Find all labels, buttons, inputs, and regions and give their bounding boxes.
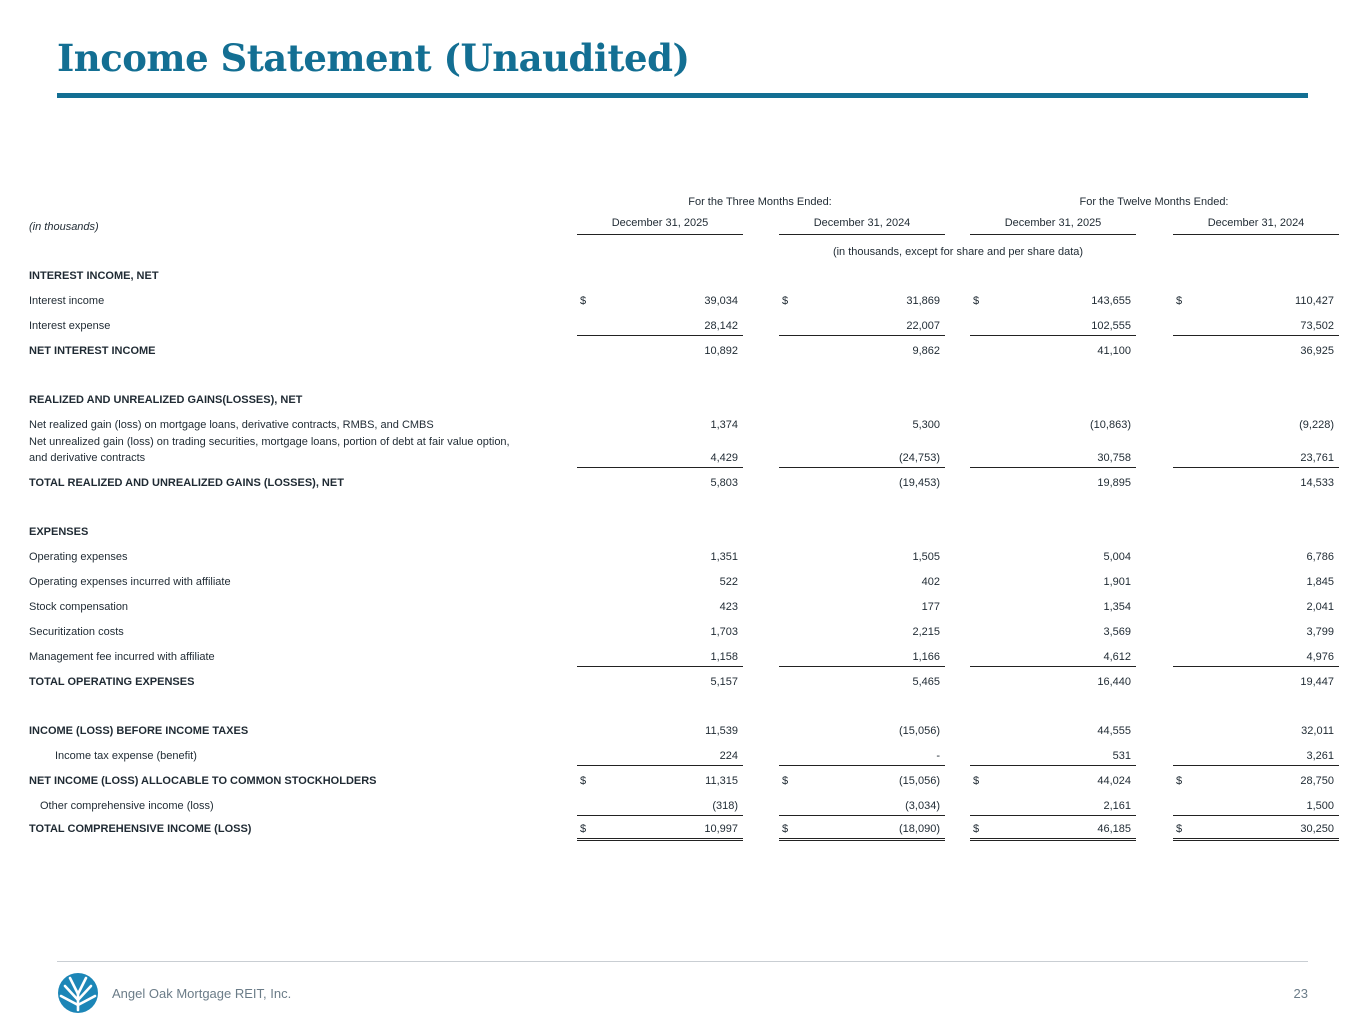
section-header — [0, 526, 1365, 542]
cell-value: 1,166 — [912, 651, 940, 663]
value-cell — [779, 419, 945, 434]
row-label: TOTAL REALIZED AND UNREALIZED GAINS (LOSSES), NET — [29, 477, 344, 489]
cell-value: 39,034 — [704, 295, 738, 307]
cell-value: 5,004 — [1103, 551, 1131, 563]
table-row — [0, 576, 1365, 592]
cell-value: (10,863) — [1090, 419, 1131, 431]
value-cell — [577, 601, 743, 616]
cell-value: 6,786 — [1306, 551, 1334, 563]
value-cell — [970, 601, 1136, 616]
cell-value: 14,533 — [1300, 477, 1334, 489]
cell-value: 1,845 — [1306, 576, 1334, 588]
table-row-total — [0, 823, 1365, 839]
value-cell — [970, 725, 1136, 740]
header-date-fy-2024: December 31, 2024 — [1207, 217, 1305, 229]
cell-value: 9,862 — [912, 345, 940, 357]
table-row-total — [0, 477, 1365, 493]
value-cell — [779, 651, 945, 667]
cell-value: 2,161 — [1103, 800, 1131, 812]
cell-value: (15,056) — [899, 775, 940, 787]
cell-value: 423 — [719, 601, 738, 613]
company-name: Angel Oak Mortgage REIT, Inc. — [112, 986, 292, 1001]
value-cell — [1173, 626, 1339, 641]
table-row — [0, 601, 1365, 617]
table-row — [0, 626, 1365, 642]
cell-value: (19,453) — [899, 477, 940, 489]
currency-sign: $ — [580, 295, 587, 307]
cell-value: 19,447 — [1300, 676, 1334, 688]
cell-value: 1,158 — [710, 651, 738, 663]
cell-value: 1,505 — [912, 551, 940, 563]
cell-value: 5,300 — [912, 419, 940, 431]
cell-value: 32,011 — [1301, 725, 1334, 737]
value-cell — [577, 823, 743, 841]
value-cell — [970, 676, 1136, 691]
value-cell — [970, 626, 1136, 641]
cell-value: 1,901 — [1103, 576, 1131, 588]
row-label: TOTAL COMPREHENSIVE INCOME (LOSS) — [29, 823, 252, 835]
value-cell — [1173, 419, 1339, 434]
value-cell — [970, 651, 1136, 667]
row-label: INCOME (LOSS) BEFORE INCOME TAXES — [29, 725, 249, 737]
row-label: Interest expense — [29, 320, 111, 332]
value-cell — [970, 320, 1136, 336]
value-cell — [577, 576, 743, 591]
value-cell — [779, 345, 945, 360]
cell-value: 2,215 — [912, 626, 940, 638]
value-cell — [779, 452, 945, 468]
value-cell — [970, 551, 1136, 566]
value-cell — [970, 576, 1136, 591]
currency-sign: $ — [580, 775, 587, 787]
cell-value: 1,374 — [710, 419, 738, 431]
value-cell — [779, 576, 945, 591]
cell-value: 5,803 — [710, 477, 738, 489]
cell-value: 143,655 — [1091, 295, 1131, 307]
header-date-fy-2025: December 31, 2025 — [1004, 217, 1102, 229]
row-label: Net unrealized gain (loss) on trading securities, mortgage loans, portion of debt at fair value option, — [29, 436, 510, 448]
cell-value: (15,056) — [899, 725, 940, 737]
value-cell — [577, 775, 743, 790]
value-cell — [1173, 477, 1339, 492]
cell-value: 402 — [921, 576, 940, 588]
value-cell — [577, 295, 743, 310]
row-label: NET INCOME (LOSS) ALLOCABLE TO COMMON STOCKHOLDERS — [29, 775, 377, 787]
value-cell — [779, 725, 945, 740]
value-cell — [1173, 725, 1339, 740]
value-cell — [1173, 800, 1339, 816]
header-date-q4-2024: December 31, 2024 — [813, 217, 911, 229]
cell-value: 4,612 — [1103, 651, 1131, 663]
cell-value: 36,925 — [1300, 345, 1334, 357]
cell-value: 28,142 — [704, 320, 738, 332]
value-cell — [779, 676, 945, 691]
cell-value: 224 — [719, 750, 738, 762]
cell-value: 1,703 — [710, 626, 738, 638]
value-cell — [970, 345, 1136, 360]
table-row-total — [0, 676, 1365, 692]
cell-value: - — [936, 750, 940, 762]
header-date-q4-2025: December 31, 2025 — [611, 217, 709, 229]
value-cell — [970, 295, 1136, 310]
header-rule — [779, 234, 945, 235]
value-cell — [1173, 576, 1339, 591]
cell-value: 1,500 — [1306, 800, 1334, 812]
value-cell — [970, 775, 1136, 790]
header-rule — [970, 234, 1136, 235]
currency-sign: $ — [1176, 775, 1183, 787]
cell-value: 44,024 — [1097, 775, 1131, 787]
company-logo-icon — [57, 972, 99, 1014]
value-cell — [1173, 775, 1339, 790]
value-cell — [1173, 676, 1339, 691]
value-cell — [577, 419, 743, 434]
currency-sign: $ — [973, 775, 980, 787]
currency-sign: $ — [782, 775, 789, 787]
currency-sign: $ — [1176, 295, 1183, 307]
table-row — [0, 651, 1365, 667]
table-row — [0, 419, 1365, 435]
section-label: REALIZED AND UNREALIZED GAINS(LOSSES), NET — [29, 394, 303, 406]
header-group-twelve-months: For the Twelve Months Ended: — [1079, 196, 1229, 208]
row-label: TOTAL OPERATING EXPENSES — [29, 676, 195, 688]
value-cell — [1173, 823, 1339, 841]
cell-value: 28,750 — [1300, 775, 1334, 787]
cell-value: 30,250 — [1300, 823, 1334, 835]
value-cell — [577, 551, 743, 566]
table-row — [0, 551, 1365, 567]
row-label: Net realized gain (loss) on mortgage loans, derivative contracts, RMBS, and CMBS — [29, 419, 434, 431]
value-cell — [1173, 551, 1339, 566]
value-cell — [577, 800, 743, 816]
cell-value: 5,157 — [710, 676, 738, 688]
cell-value: (9,228) — [1299, 419, 1334, 431]
cell-value: 5,465 — [912, 676, 940, 688]
value-cell — [779, 601, 945, 616]
footer-divider — [57, 961, 1308, 962]
value-cell — [970, 800, 1136, 816]
cell-value: 10,892 — [704, 345, 738, 357]
row-label: Other comprehensive income (loss) — [40, 800, 214, 812]
value-cell — [779, 295, 945, 310]
page-title: Income Statement (Unaudited) — [57, 36, 690, 80]
value-cell — [970, 477, 1136, 492]
value-cell — [1173, 651, 1339, 667]
value-cell — [779, 320, 945, 336]
cell-value: (24,753) — [899, 452, 940, 464]
title-underline — [57, 93, 1308, 98]
value-cell — [577, 320, 743, 336]
cell-value: 31,869 — [906, 295, 940, 307]
row-label: Stock compensation — [29, 601, 129, 613]
table-row — [0, 800, 1365, 816]
currency-sign: $ — [782, 295, 789, 307]
table-row-total — [0, 345, 1365, 361]
value-cell — [779, 626, 945, 641]
value-cell — [779, 750, 945, 766]
cell-value: 23,761 — [1300, 452, 1334, 464]
value-cell — [1173, 295, 1339, 310]
value-cell — [577, 651, 743, 667]
table-row — [0, 295, 1365, 311]
value-cell — [1173, 750, 1339, 766]
cell-value: 3,261 — [1306, 750, 1334, 762]
cell-value: (3,034) — [905, 800, 940, 812]
cell-value: 531 — [1112, 750, 1131, 762]
value-cell — [1173, 601, 1339, 616]
row-label: Management fee incurred with affiliate — [29, 651, 215, 663]
value-cell — [970, 419, 1136, 434]
currency-sign: $ — [1176, 823, 1183, 835]
cell-value: 46,185 — [1097, 823, 1131, 835]
table-row — [0, 750, 1365, 766]
currency-sign: $ — [973, 823, 980, 835]
cell-value: 44,555 — [1097, 725, 1131, 737]
units-subnote: (in thousands, except for share and per share data) — [832, 246, 1084, 258]
currency-sign: $ — [580, 823, 587, 835]
cell-value: 4,976 — [1306, 651, 1334, 663]
cell-value: 30,758 — [1097, 452, 1131, 464]
page-number: 23 — [1293, 986, 1308, 1001]
value-cell — [577, 676, 743, 691]
table-row — [0, 452, 1365, 468]
value-cell — [779, 823, 945, 841]
row-label: Securitization costs — [29, 626, 124, 638]
cell-value: 177 — [921, 601, 940, 613]
cell-value: 1,351 — [710, 551, 738, 563]
table-row — [0, 320, 1365, 336]
value-cell — [779, 775, 945, 790]
value-cell — [577, 626, 743, 641]
row-label: and derivative contracts — [29, 452, 146, 464]
currency-sign: $ — [782, 823, 789, 835]
cell-value: (18,090) — [899, 823, 940, 835]
cell-value: 110,427 — [1295, 295, 1334, 307]
row-label: NET INTEREST INCOME — [29, 345, 156, 357]
value-cell — [970, 823, 1136, 841]
cell-value: 73,502 — [1300, 320, 1334, 332]
cell-value: 1,354 — [1103, 601, 1131, 613]
value-cell — [1173, 320, 1339, 336]
currency-sign: $ — [973, 295, 980, 307]
value-cell — [577, 725, 743, 740]
header-rule — [1173, 234, 1339, 235]
row-label: Operating expenses — [29, 551, 128, 563]
units-label: (in thousands) — [29, 221, 99, 233]
cell-value: 41,100 — [1097, 345, 1131, 357]
row-label: Operating expenses incurred with affiliate — [29, 576, 231, 588]
value-cell — [577, 477, 743, 492]
value-cell — [779, 477, 945, 492]
value-cell — [577, 750, 743, 766]
cell-value: 22,007 — [906, 320, 940, 332]
table-row-total — [0, 725, 1365, 741]
section-header — [0, 270, 1365, 286]
cell-value: 19,895 — [1097, 477, 1131, 489]
value-cell — [1173, 452, 1339, 468]
value-cell — [779, 800, 945, 816]
cell-value: (318) — [712, 800, 738, 812]
section-label: EXPENSES — [29, 526, 89, 538]
section-label: INTEREST INCOME, NET — [29, 270, 159, 282]
cell-value: 102,555 — [1091, 320, 1131, 332]
table-row-total — [0, 775, 1365, 791]
value-cell — [577, 345, 743, 360]
value-cell — [1173, 345, 1339, 360]
cell-value: 3,799 — [1306, 626, 1334, 638]
value-cell — [577, 452, 743, 468]
cell-value: 11,539 — [705, 725, 738, 737]
value-cell — [970, 452, 1136, 468]
cell-value: 3,569 — [1103, 626, 1131, 638]
header-rule — [577, 234, 743, 235]
cell-value: 16,440 — [1097, 676, 1131, 688]
value-cell — [970, 750, 1136, 766]
cell-value: 2,041 — [1306, 601, 1334, 613]
header-group-three-months: For the Three Months Ended: — [688, 196, 832, 208]
cell-value: 11,315 — [705, 775, 738, 787]
cell-value: 10,997 — [704, 823, 738, 835]
cell-value: 4,429 — [710, 452, 738, 464]
row-label: Income tax expense (benefit) — [55, 750, 197, 762]
value-cell — [779, 551, 945, 566]
row-label: Interest income — [29, 295, 105, 307]
cell-value: 522 — [719, 576, 738, 588]
section-header — [0, 394, 1365, 410]
